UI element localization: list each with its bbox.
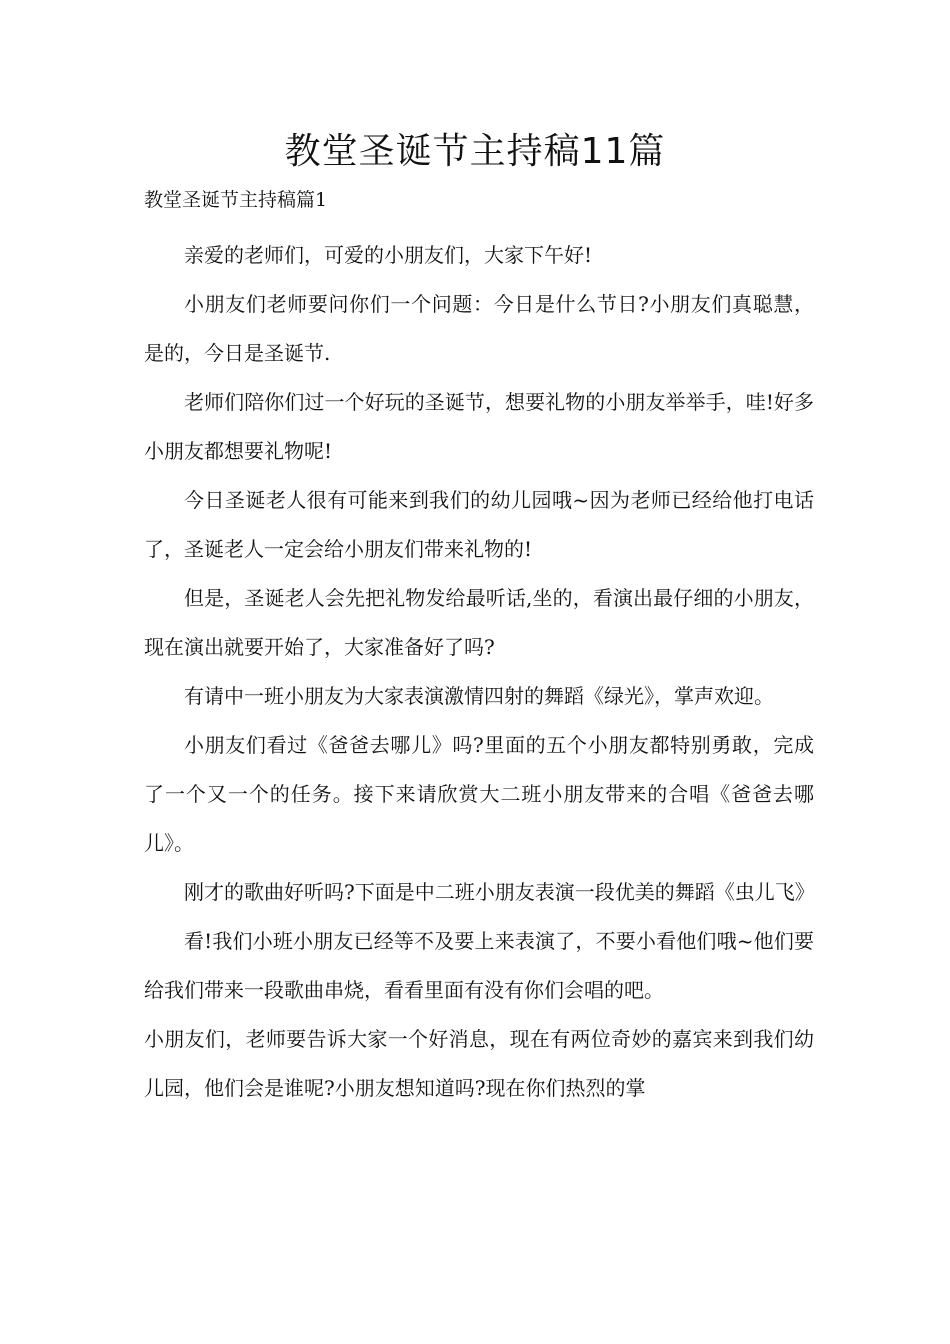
section-heading: 教堂圣诞节主持稿篇1 xyxy=(144,189,328,211)
paragraph-5: 但是，圣诞老人会先把礼物发给最听话,坐的，看演出最仔细的小朋友，现在演出就要开始了，大家准备好了吗? xyxy=(144,586,814,659)
paragraph-4: 今日圣诞老人很有可能来到我们的幼儿园哦~因为老师已经给他打电话了，圣诞老人一定会给小朋友们带来礼物的! xyxy=(144,488,814,561)
paragraph-6: 有请中一班小朋友为大家表演激情四射的舞蹈《绿光》，掌声欢迎。 xyxy=(184,684,774,708)
paragraph-2: 小朋友们老师要问你们一个问题：今日是什么节日?小朋友们真聪慧，是的，今日是圣诞节. xyxy=(144,292,814,365)
document-body xyxy=(144,231,814,1113)
paragraph-3: 老师们陪你们过一个好玩的圣诞节，想要礼物的小朋友举举手，哇!好多小朋友都想要礼物呢! xyxy=(144,390,814,463)
paragraph-8: 刚才的歌曲好听吗?下面是中二班小朋友表演一段优美的舞蹈《虫儿飞》 xyxy=(184,880,815,904)
paragraph-1: 亲爱的老师们，可爱的小朋友们，大家下午好! xyxy=(184,243,593,267)
paragraph-9: 看!我们小班小朋友已经等不及要上来表演了，不要小看他们哦~他们要给我们带来一段歌曲串烧，看看里面有没有你们会唱的吧。 xyxy=(144,929,814,1002)
paragraph-7: 小朋友们看过《爸爸去哪儿》吗?里面的五个小朋友都特别勇敢，完成了一个又一个的任务。接下来请欣赏大二班小朋友带来的合唱《爸爸去哪儿》。 xyxy=(144,733,814,855)
paragraph-10: 小朋友们，老师要告诉大家一个好消息，现在有两位奇妙的嘉宾来到我们幼儿园，他们会是谁呢?小朋友想知道吗?现在你们热烈的掌 xyxy=(144,1027,814,1100)
document-title: 教堂圣诞节主持稿11篇 xyxy=(284,131,666,172)
